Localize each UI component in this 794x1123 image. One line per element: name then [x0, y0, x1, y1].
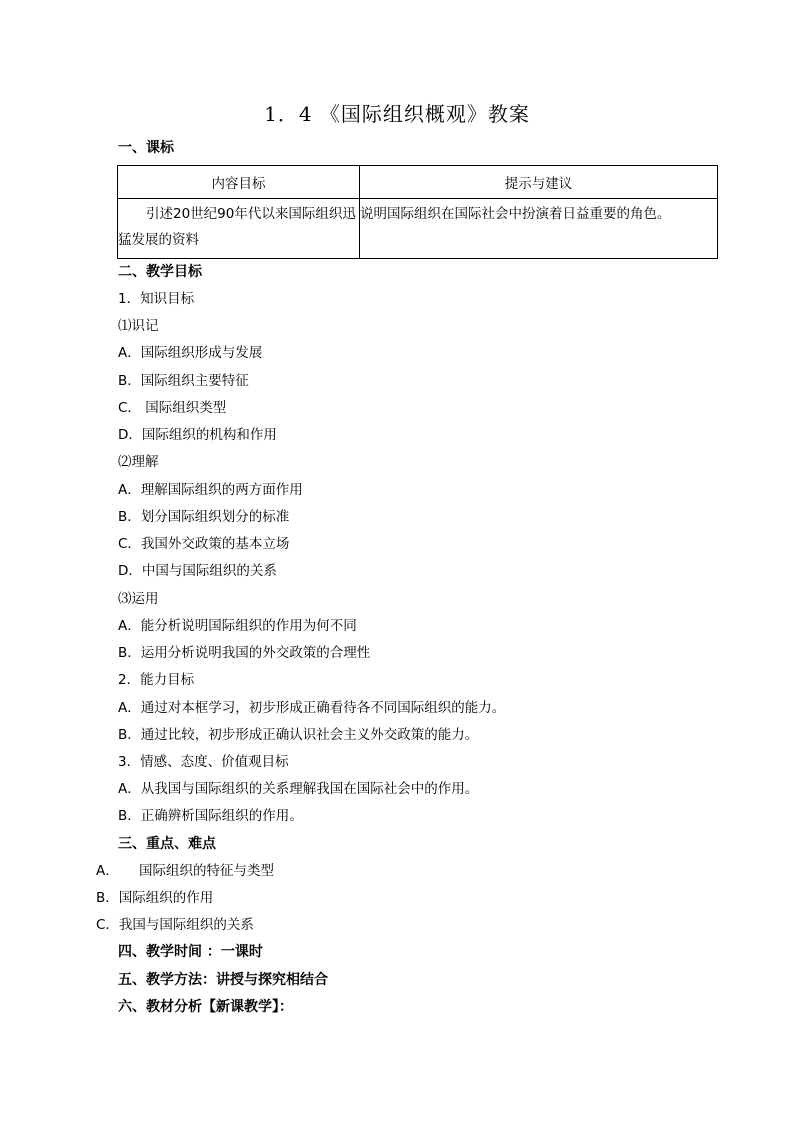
objective-line: B．正确辨析国际组织的作用。: [118, 808, 303, 824]
keypoint-line: C．我国与国际组织的关系: [96, 917, 254, 933]
objective-line: A．通过对本框学习，初步形成正确看待各不同国际组织的能力。: [118, 700, 506, 716]
objective-line: B．国际组织主要特征: [118, 373, 249, 389]
objective-line: B．划分国际组织划分的标准: [118, 509, 290, 525]
table-cell: 说明国际组织在国际社会中扮演着日益重要的角色。: [360, 206, 671, 222]
objective-line: ⑴识记: [118, 318, 159, 334]
table-cell: 引述20世纪90年代以来国际组织迅猛发展的资料: [118, 206, 356, 248]
section-heading-method: 五、教学方法：讲授与探究相结合: [118, 972, 328, 988]
section-heading-analysis: 六、教材分析【新课教学】：: [118, 999, 293, 1015]
table-row: [118, 199, 718, 259]
table-header-row: [118, 166, 718, 199]
page-title: 1．4 《国际组织概观》教案: [264, 102, 530, 126]
table-header-cell: 内容目标: [118, 166, 360, 199]
objective-line: ⑵理解: [118, 454, 159, 470]
section-heading-keypoints: 三、重点、难点: [118, 836, 216, 852]
objective-line: D．中国与国际组织的关系: [118, 563, 277, 579]
table-header-cell: 提示与建议: [360, 166, 718, 199]
objective-line: ⑶运用: [118, 591, 159, 607]
objective-line: C．我国外交政策的基本立场: [118, 536, 290, 552]
objective-line: C． 国际组织类型: [118, 400, 227, 416]
objective-line: 3．情感、态度、价值观目标: [118, 754, 289, 770]
section-heading-time: 四、教学时间 ：一课时: [118, 944, 263, 960]
objective-line: A．从我国与国际组织的关系理解我国在国际社会中的作用。: [118, 781, 479, 797]
keypoint-line: A． 国际组织的特征与类型: [96, 863, 274, 879]
objective-line: A．理解国际组织的两方面作用: [118, 482, 303, 498]
objective-line: 2．能力目标: [118, 672, 195, 688]
standards-table: [117, 165, 718, 259]
objective-line: B．通过比较，初步形成正确认识社会主义外交政策的能力。: [118, 727, 479, 743]
objective-line: A．国际组织形成与发展: [118, 345, 263, 361]
objective-line: A．能分析说明国际组织的作用为何不同: [118, 618, 357, 634]
keypoint-line: B．国际组织的作用: [96, 890, 214, 906]
objective-line: D．国际组织的机构和作用: [118, 427, 277, 443]
objective-line: B．运用分析说明我国的外交政策的合理性: [118, 645, 371, 661]
objective-line: 1．知识目标: [118, 291, 195, 307]
section-heading-objectives: 二、教学目标: [118, 264, 202, 280]
section-heading-standards: 一、课标: [118, 140, 174, 156]
